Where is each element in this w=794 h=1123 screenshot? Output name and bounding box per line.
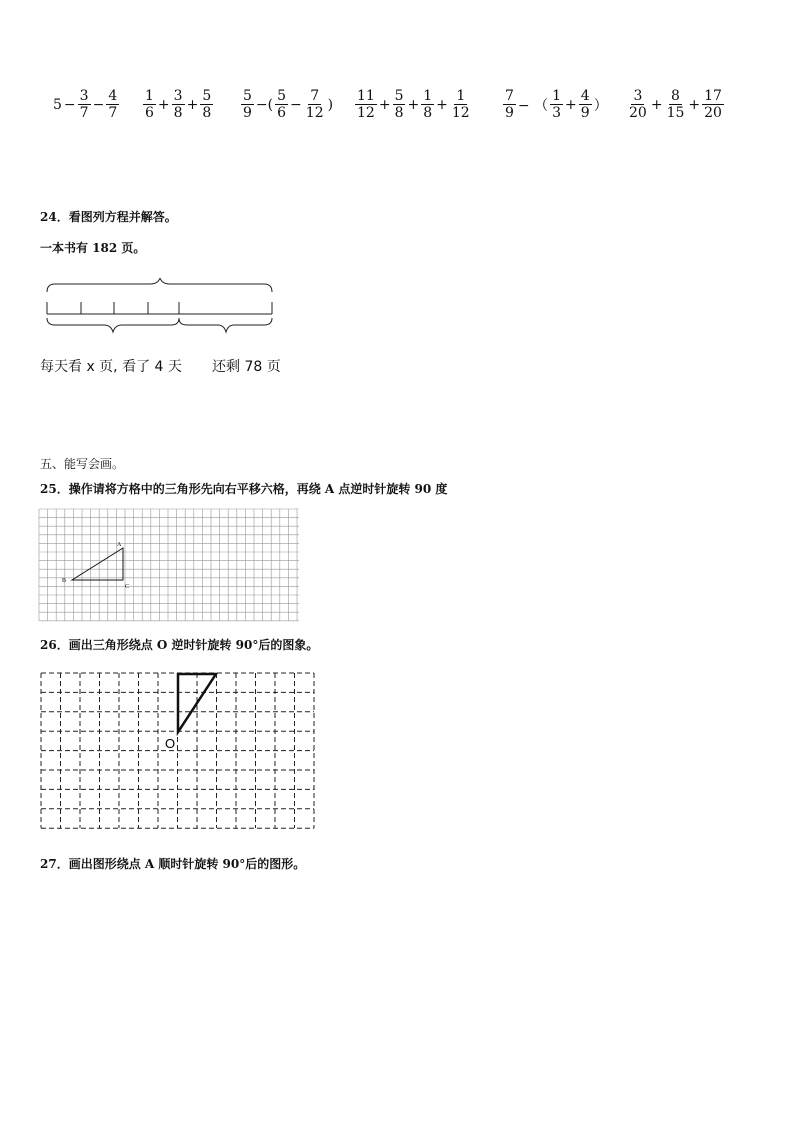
operator: + bbox=[436, 96, 448, 113]
fraction bbox=[450, 88, 472, 121]
numerator: 1 bbox=[145, 88, 154, 104]
denominator: 8 bbox=[394, 105, 404, 121]
expression-2 bbox=[142, 88, 214, 121]
fraction bbox=[106, 88, 119, 121]
numerator: 7 bbox=[310, 88, 320, 104]
operator: − （ bbox=[517, 97, 549, 114]
denominator: 9 bbox=[505, 105, 514, 121]
denominator: 12 bbox=[305, 105, 324, 121]
label-pages-read: 每天看 x 页, 看了 4 天 bbox=[40, 359, 182, 375]
fraction bbox=[172, 88, 185, 121]
expression-5 bbox=[502, 88, 609, 121]
numerator: 4 bbox=[108, 88, 118, 104]
label-pages-remaining: 还剩 78 页 bbox=[212, 359, 281, 375]
vertex-label-b: B bbox=[62, 578, 67, 584]
fraction bbox=[200, 88, 213, 121]
denominator: 8 bbox=[423, 105, 433, 121]
fraction bbox=[78, 88, 91, 121]
point-label-o: O bbox=[165, 736, 176, 751]
numerator: 8 bbox=[671, 88, 680, 104]
fraction bbox=[503, 88, 516, 121]
denominator: 6 bbox=[145, 105, 154, 121]
denominator: 9 bbox=[580, 105, 590, 121]
vertex-label-c: C bbox=[125, 584, 130, 590]
fraction bbox=[702, 88, 724, 121]
operator: ） bbox=[593, 97, 608, 114]
denominator: 12 bbox=[357, 105, 375, 121]
numerator: 3 bbox=[79, 88, 89, 104]
numerator: 5 bbox=[394, 88, 404, 104]
numerator: 7 bbox=[505, 88, 514, 104]
fraction bbox=[241, 88, 254, 121]
operator: − bbox=[290, 96, 302, 113]
question-25-title: 25．操作请将方格中的三角形先向右平移六格，再绕 A 点逆时针旋转 90 度 bbox=[40, 482, 448, 496]
denominator: 8 bbox=[202, 105, 212, 121]
denominator: 6 bbox=[277, 105, 287, 121]
vertex-label-a: A bbox=[117, 542, 122, 548]
fraction bbox=[665, 88, 687, 121]
denominator: 3 bbox=[552, 105, 562, 121]
top-brace bbox=[47, 278, 272, 292]
bottom-brace-left bbox=[47, 318, 179, 332]
fraction bbox=[393, 88, 406, 121]
fraction bbox=[421, 88, 434, 121]
section-5-title: 五、能写会画。 bbox=[40, 457, 125, 471]
operator: + bbox=[407, 96, 420, 113]
numerator: 5 bbox=[277, 88, 287, 104]
fraction bbox=[143, 88, 156, 121]
fraction bbox=[275, 88, 288, 121]
numerator: 1 bbox=[552, 88, 562, 104]
expression-4 bbox=[354, 88, 473, 121]
denominator: 12 bbox=[451, 105, 470, 121]
denominator: 20 bbox=[629, 105, 647, 121]
expression-6 bbox=[626, 88, 725, 121]
grid-25 bbox=[38, 508, 300, 622]
operator: −( bbox=[255, 96, 274, 113]
fraction bbox=[304, 88, 326, 121]
denominator: 7 bbox=[108, 105, 118, 121]
numerator: 3 bbox=[173, 88, 183, 104]
denominator: 20 bbox=[704, 105, 722, 121]
bracket-diagram bbox=[40, 278, 280, 338]
operator: + bbox=[157, 96, 170, 113]
question-24-title: 24．看图列方程并解答。 bbox=[40, 210, 177, 224]
triangle-abc bbox=[72, 548, 123, 580]
numerator: 5 bbox=[243, 88, 252, 104]
question-24-statement: 一本书有 182 页。 bbox=[40, 241, 146, 255]
operator: − bbox=[63, 96, 76, 113]
operator: + bbox=[650, 96, 663, 113]
fraction bbox=[550, 88, 563, 121]
numerator: 11 bbox=[357, 88, 375, 104]
fraction bbox=[579, 88, 592, 121]
fraction bbox=[627, 88, 649, 121]
question-27-title: 27．画出图形绕点 A 顺时针旋转 90°后的图形。 bbox=[40, 857, 306, 871]
grid-26 bbox=[40, 672, 316, 830]
question-26-title: 26．画出三角形绕点 O 逆时针旋转 90°后的图象。 bbox=[40, 638, 319, 652]
numerator: 1 bbox=[456, 88, 466, 104]
operator: + bbox=[688, 96, 701, 113]
number: 5 bbox=[53, 96, 62, 113]
numerator: 4 bbox=[580, 88, 590, 104]
numerator: 1 bbox=[423, 88, 433, 104]
expression-3 bbox=[240, 88, 334, 121]
operator: + bbox=[565, 96, 577, 113]
operator: + bbox=[378, 96, 391, 113]
denominator: 8 bbox=[173, 105, 183, 121]
operator: − bbox=[92, 96, 105, 113]
fraction bbox=[355, 88, 377, 121]
numerator: 3 bbox=[633, 88, 643, 104]
operator: + bbox=[186, 96, 199, 113]
bottom-brace-right bbox=[179, 318, 272, 332]
operator: ) bbox=[327, 96, 334, 113]
denominator: 7 bbox=[79, 105, 89, 121]
expression-1 bbox=[52, 88, 120, 121]
denominator: 15 bbox=[666, 105, 685, 121]
numerator: 5 bbox=[202, 88, 212, 104]
numerator: 17 bbox=[704, 88, 722, 104]
denominator: 9 bbox=[243, 105, 252, 121]
